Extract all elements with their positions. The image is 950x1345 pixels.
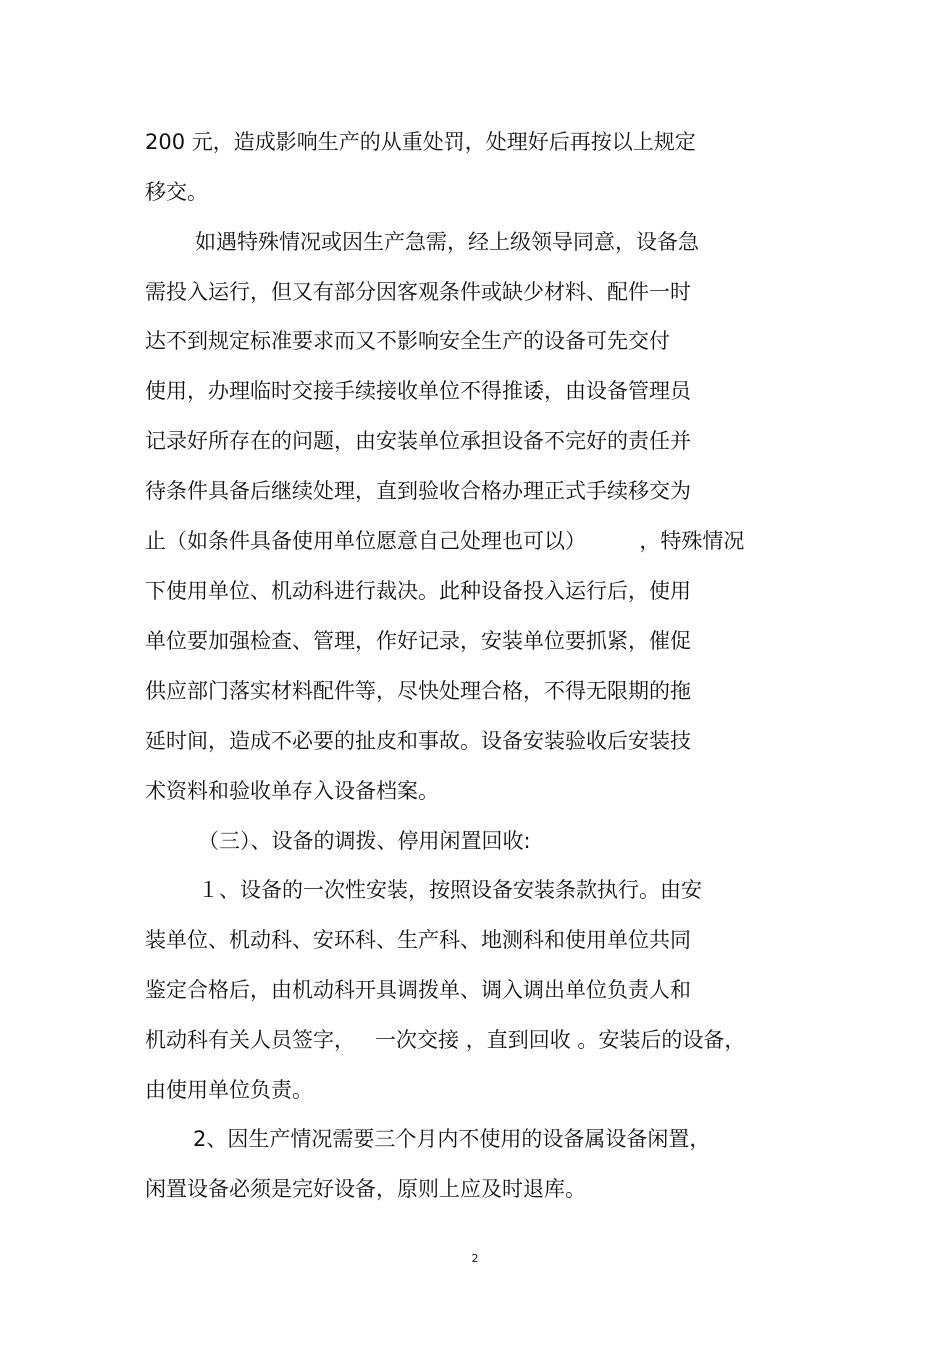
text-line: 200 元，造成影响生产的从重处罚，处理好后再按以上规定 bbox=[145, 130, 696, 154]
page-number: 2 bbox=[471, 1252, 479, 1265]
text-line: 术资料和验收单存入设备档案。 bbox=[145, 779, 439, 803]
text-line: 需投入运行，但又有部分因客观条件或缺少材料、配件一时 bbox=[145, 280, 691, 304]
text-line: 达不到规定标准要求而又不影响安全生产的设备可先交付 bbox=[145, 329, 670, 353]
text-line: 装单位、机动科、安环科、生产科、地测科和使用单位共同 bbox=[145, 928, 691, 952]
section-heading: （三）、设备的调拨、停用闲置回收: bbox=[198, 829, 531, 853]
text-line: 延时间，造成不必要的扯皮和事故。设备安装验收后安装技 bbox=[145, 729, 691, 753]
text-line: 单位要加强检查、管理，作好记录，安装单位要抓紧，催促 bbox=[145, 629, 691, 653]
text-line: 由使用单位负责。 bbox=[145, 1078, 313, 1102]
text-line: 止（如条件具备使用单位愿意自己处理也可以） ，特殊情况 bbox=[145, 529, 745, 553]
text-line: １、设备的一次性安装，按照设备安装条款执行。由安 bbox=[198, 878, 702, 902]
text-line: 记录好所存在的问题，由安装单位承担设备不完好的责任并 bbox=[145, 429, 691, 453]
text-line: 闲置设备必须是完好设备，原则上应及时退库。 bbox=[145, 1177, 586, 1201]
text-line: 如遇特殊情况或因生产急需，经上级领导同意，设备急 bbox=[195, 230, 699, 254]
text-line: 2、因生产情况需要三个月内不使用的设备属设备闲置， bbox=[193, 1127, 711, 1151]
text-line: 下使用单位、机动科进行裁决。此种设备投入运行后，使用 bbox=[145, 579, 691, 603]
text-line: 机动科有关人员签字， 一次交接 ，直到回收 。安装后的设备， bbox=[145, 1028, 746, 1052]
text-line: 鉴定合格后，由机动科开具调拨单、调入调出单位负责人和 bbox=[145, 978, 691, 1002]
text-line: 使用，办理临时交接手续接收单位不得推诿，由设备管理员 bbox=[145, 379, 691, 403]
text-line: 待条件具备后继续处理，直到验收合格办理正式手续移交为 bbox=[145, 479, 691, 503]
text-line: 移交。 bbox=[145, 180, 208, 204]
text-line: 供应部门落实材料配件等，尽快处理合格，不得无限期的拖 bbox=[145, 679, 691, 703]
